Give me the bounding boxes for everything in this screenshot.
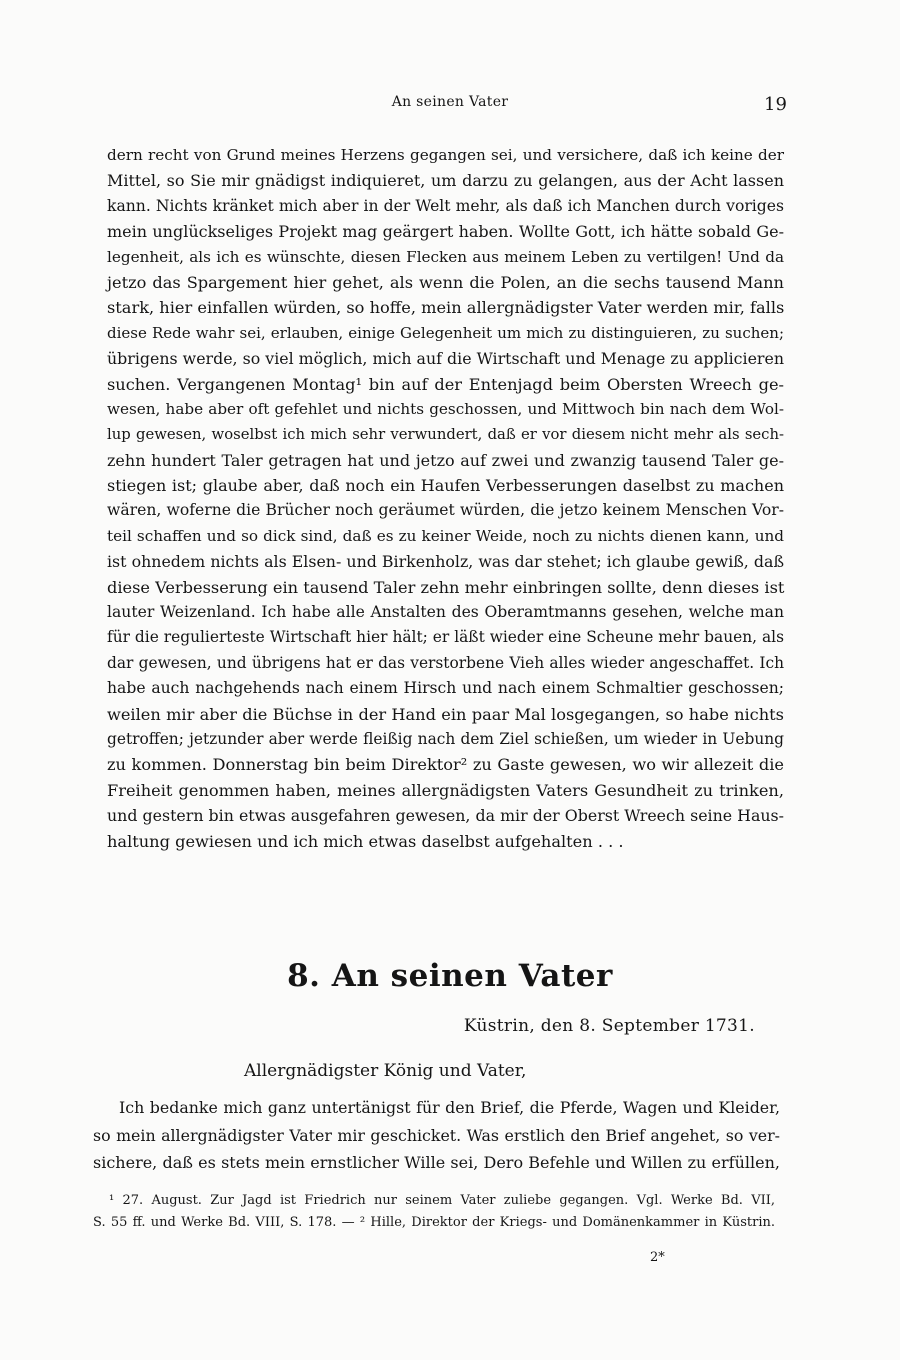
text-line: ist ohnedem nichts als Elsen- und Birkenholz, was dar stehet; ich glaube gewiß, daß [107, 552, 784, 572]
text-line: zehn hundert Taler getragen hat und jetzo auf zwei und zwanzig tausend Taler ge- [107, 450, 784, 470]
text-line: stark, hier einfallen würden, so hoffe, mein allergnädigster Vater werden mir, falls [107, 298, 785, 318]
text-line: sichere, daß es stets mein ernstlicher Wille sei, Dero Befehle und Willen zu erfüllen, [93, 1153, 780, 1172]
text-line: haltung gewiesen und ich mich etwas daselbst aufgehalten . . . [107, 831, 624, 851]
letter-salutation: Allergnädigster König und Vater, [244, 1061, 527, 1081]
text-line: mein unglückseliges Projekt mag geärgert haben. Wollte Gott, ich hätte sobald Ge- [107, 222, 784, 242]
footnote-line: ¹ 27. August. Zur Jagd ist Friedrich nur seinem Vater zuliebe gegangen. Vgl. Werke Bd. VII, [109, 1193, 775, 1208]
text-line: kann. Nichts kränket mich aber in der Welt mehr, als daß ich Manchen durch voriges [107, 196, 784, 215]
text-line: stiegen ist; glaube aber, daß noch ein Haufen Verbesserungen daselbst zu machen [107, 476, 784, 496]
text-line: zu kommen. Donnerstag bin beim Direktor² zu Gaste gewesen, wo wir allezeit die [107, 755, 784, 775]
text-line: jetzo das Spargement hier gehet, als wenn die Polen, an die sechs tausend Mann [107, 272, 784, 292]
text-line: dern recht von Grund meines Herzens gegangen sei, und versichere, daß ich keine der [107, 146, 784, 164]
text-line: wären, woferne die Brücher noch geräumet würden, die jetzo keinem Menschen Vor- [107, 501, 784, 520]
text-line: wesen, habe aber oft gefehlet und nichts geschossen, und Mittwoch bin nach dem Wol- [107, 399, 784, 418]
text-line: getroffen; jetzunder aber werde fleißig nach dem Ziel schießen, um wieder in Uebung [107, 729, 784, 748]
text-line: legenheit, als ich es wünschte, diesen Flecken aus meinem Leben zu vertilgen! Und da [107, 247, 784, 266]
running-head: An seinen Vater [391, 94, 509, 110]
section-heading: 8. An seinen Vater [287, 958, 613, 994]
text-line: teil schaffen und so dick sind, daß es zu keiner Weide, noch zu nichts dienen kann, und [107, 526, 784, 545]
text-line: Mittel, so Sie mir gnädigst indiquieret, um darzu zu gelangen, aus der Acht lassen [107, 171, 784, 191]
text-line: diese Rede wahr sei, erlauben, einige Gelegenheit um mich zu distinguieren, zu suchen; [107, 323, 784, 342]
text-line: diese Verbesserung ein tausend Taler zehn mehr einbringen sollte, denn dieses ist [107, 577, 785, 597]
letter-dateline: Küstrin, den 8. September 1731. [463, 1016, 755, 1036]
text-line: dar gewesen, und übrigens hat er das verstorbene Vieh alles wieder angeschaffet. Ich [107, 653, 784, 672]
text-line: weilen mir aber die Büchse in der Hand ein paar Mal losgegangen, so habe nichts [107, 704, 784, 724]
text-line: lauter Weizenland. Ich habe alle Anstalten des Oberamtmanns gesehen, welche man [107, 603, 784, 622]
text-line: so mein allergnädigster Vater mir geschicket. Was erstlich den Brief angehet, so ver- [93, 1125, 780, 1145]
page-number: 19 [764, 94, 787, 115]
text-line: Freiheit genommen haben, meines allergnädigsten Vaters Gesundheit zu trinken, [107, 780, 784, 800]
footnote-line: S. 55 ff. und Werke Bd. VIII, S. 178. — ² Hille, Direktor der Kriegs- und Domänenkammer in Küstrin. [93, 1215, 775, 1230]
signature-mark: 2* [650, 1250, 665, 1265]
text-line: übrigens werde, so viel möglich, mich auf die Wirtschaft und Menage zu applicieren [107, 349, 784, 369]
footnotes [93, 1190, 775, 1234]
letter-body [93, 1094, 780, 1177]
text-line: und gestern bin etwas ausgefahren gewesen, da mir der Oberst Wreech seine Haus- [107, 806, 784, 826]
text-line: für die regulierteste Wirtschaft hier hält; er läßt wieder eine Scheune mehr bauen, als [107, 628, 784, 647]
text-line: Ich bedanke mich ganz untertänigst für den Brief, die Pferde, Wagen und Kleider, [119, 1098, 780, 1117]
text-line: suchen. Vergangenen Montag¹ bin auf der Entenjagd beim Obersten Wreech ge- [107, 374, 784, 394]
body-text [107, 143, 784, 854]
text-line: habe auch nachgehends nach einem Hirsch und nach einem Schmaltier geschossen; [107, 679, 784, 698]
text-line: lup gewesen, woselbst ich mich sehr verwundert, daß er vor diesem nicht mehr als sech- [107, 426, 784, 444]
